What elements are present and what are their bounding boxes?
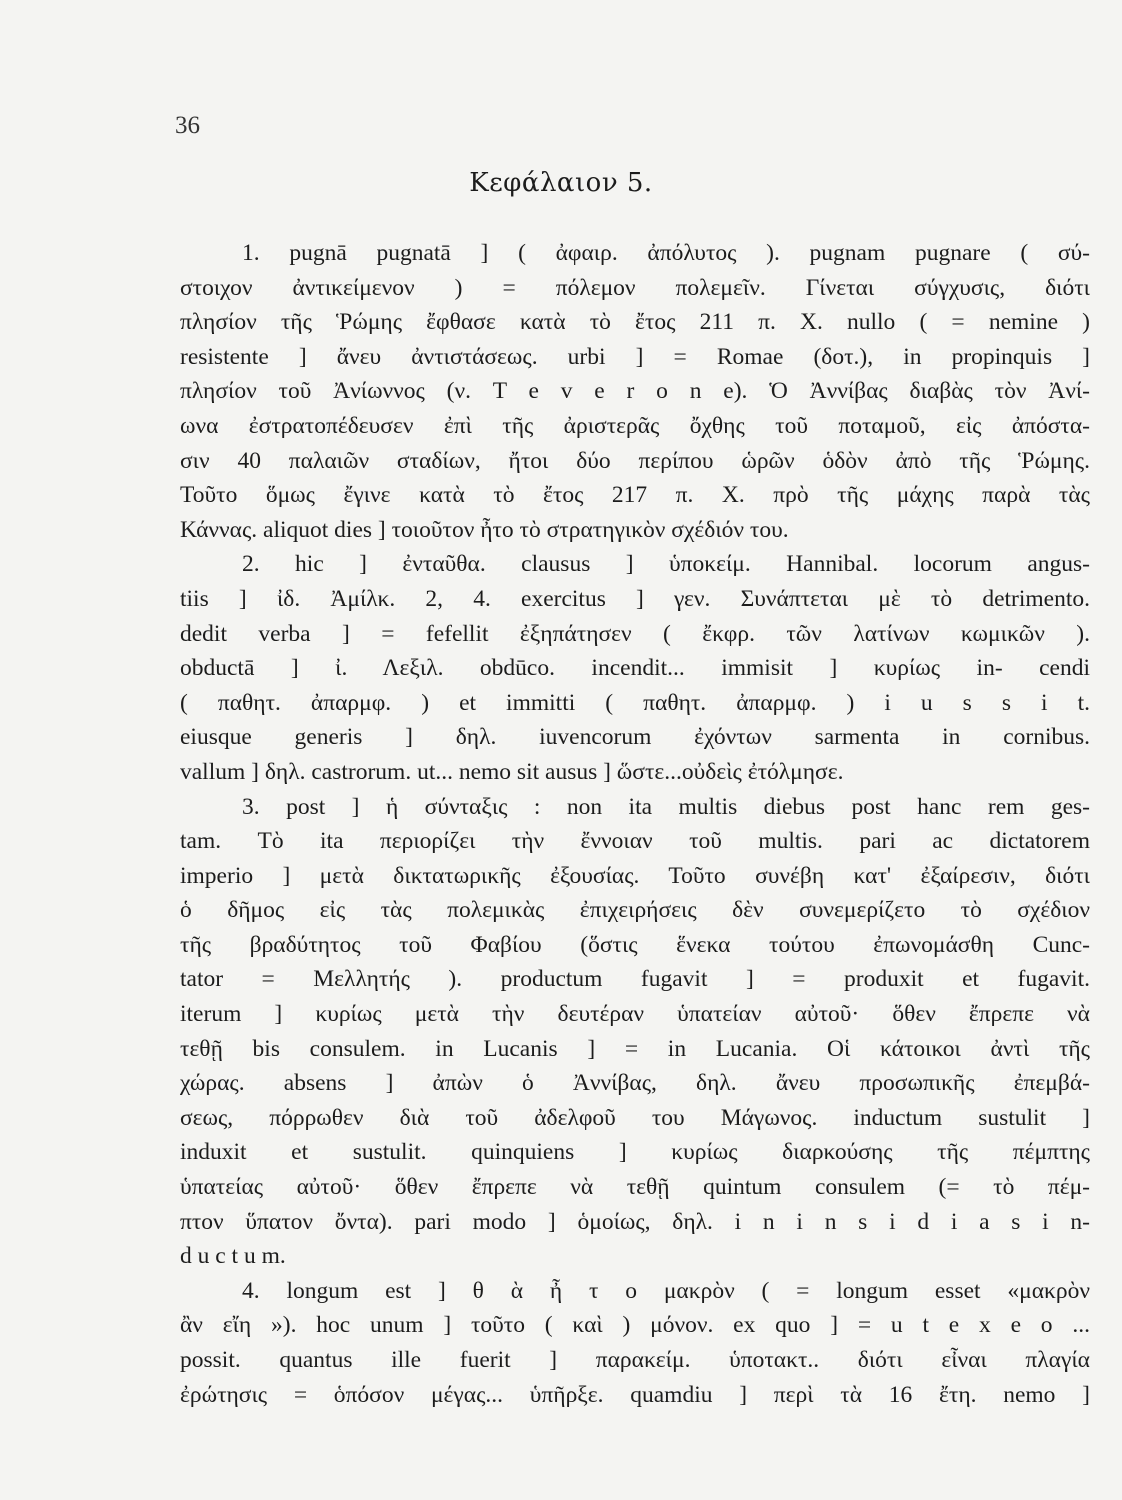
chapter-title: Κεφάλαιον 5. <box>469 168 653 198</box>
text-line: resistente ] ἄνευ ἀντιστάσεως. urbi ] = Romae (δοτ.), in propinquis ] <box>180 343 1090 370</box>
text-line: ὁ δῆμος εἰς τὰς πολεμικὰς ἐπιχειρήσεις δὲν συνεμερίζετο τὸ σχέδιον <box>180 897 1090 924</box>
text-line: τῆς βραδύτητος τοῦ Φαβίου (ὅστις ἕνεκα τούτου ἐπωνομάσθη Cunc- <box>180 931 1090 958</box>
text-line: πτον ὕπατον ὄντα). pari modo ] ὁμοίως, δηλ. i n i n s i d i a s i n- <box>180 1208 1090 1235</box>
text-line: obductā ] ἰ. Λεξιλ. obdūco. incendit... immisit ] κυρίως in- cendi <box>180 655 1090 682</box>
text-line: eiusque generis ] δηλ. iuvencorum ἐχόντων sarmenta in cornibus. <box>180 724 1090 751</box>
text-line: Τοῦτο ὅμως ἔγινε κατὰ τὸ ἔτος 217 π. Χ. πρὸ τῆς μάχης παρὰ τὰς <box>180 482 1090 509</box>
text-line: τεθῇ bis consulem. in Lucanis ] = in Lucania. Οἱ κάτοικοι ἀντὶ τῆς <box>180 1035 1090 1062</box>
text-line: dedit verba ] = fefellit ἐξηπάτησεν ( ἔκφρ. τῶν λατίνων κωμικῶν ). <box>180 620 1090 647</box>
text-line: σιν 40 παλαιῶν σταδίων, ἤτοι δύο περίπου ὡρῶν ὁδὸν ἀπὸ τῆς Ῥώμης. <box>180 447 1090 474</box>
text-line: ωνα ἐστρατοπέδευσεν ἐπὶ τῆς ἀριστερᾶς ὄχθης τοῦ ποταμοῦ, εἰς ἀπόστα- <box>180 412 1090 439</box>
text-line: χώρας. absens ] ἀπὼν ὁ Ἀννίβας, δηλ. ἄνευ προσωπικῆς ἐπεμβά- <box>180 1070 1090 1097</box>
text-line: tiis ] ἰδ. Ἀμίλκ. 2, 4. exercitus ] γεν. Συνάπτεται μὲ τὸ detrimento. <box>180 585 1090 612</box>
text-line: 2. hic ] ἐνταῦθα. clausus ] ὑποκείμ. Hannibal. locorum angus- <box>242 551 1090 578</box>
text-line: ὑπατείας αὐτοῦ· ὅθεν ἔπρεπε νὰ τεθῇ quintum consulem (= τὸ πέμ- <box>180 1174 1090 1201</box>
text-line: στοιχον ἀντικείμενον ) = πόλεμον πολεμεῖν. Γίνεται σύγχυσις, διότι <box>180 274 1090 301</box>
page-number: 36 <box>175 112 200 139</box>
text-line: possit. quantus ille fuerit ] παρακείμ. ὑποτακτ.. διότι εἶναι πλαγία <box>180 1347 1090 1373</box>
text-line: πλησίον τῆς Ῥώμης ἔφθασε κατὰ τὸ ἔτος 211 π. Χ. nullo ( = nemine ) <box>180 309 1090 336</box>
text-line: vallum ] δηλ. castrorum. ut... nemo sit ausus ] ὥστε...οὐδεὶς ἐτόλμησε. <box>180 758 844 785</box>
text-line: tam. Τὸ ita περιορίζει τὴν ἔννοιαν τοῦ multis. pari ac dictatorem <box>180 828 1090 855</box>
text-line: 4. longum est ] θ ὰ ἦ τ ο μακρὸν ( = longum esset «μακρὸν <box>242 1277 1090 1304</box>
text-line: 1. pugnā pugnatā ] ( ἀφαιρ. ἀπόλυτος ). pugnam pugnare ( σύ- <box>242 240 1090 266</box>
text-line: tator = Μελλητής ). productum fugavit ] = produxit et fugavit. <box>180 966 1090 993</box>
text-line: imperio ] μετὰ δικτατωρικῆς ἐξουσίας. Τοῦτο συνέβη κατ' ἐξαίρεσιν, διότι <box>180 862 1090 889</box>
text-line: ἂν εἴη »). hoc unum ] τοῦτο ( καὶ ) μόνον. ex quo ] = u t e x e o ... <box>180 1312 1090 1339</box>
text-line: ἐρώτησις = ὁπόσον μέγας... ὑπῆρξε. quamdiu ] περὶ τὰ 16 ἔτη. nemo ] <box>180 1381 1090 1408</box>
text-line: 3. post ] ἡ σύνταξις : non ita multis diebus post hanc rem ges- <box>242 793 1090 820</box>
text-line: d u c t u m. <box>180 1243 286 1270</box>
text-line: Κάννας. aliquot dies ] τοιοῦτον ἦτο τὸ στρατηγικὸν σχέδιόν του. <box>180 516 789 543</box>
text-line: ( παθητ. ἀπαρμφ. ) et immitti ( παθητ. ἀπαρμφ. ) i u s s i t. <box>180 689 1090 716</box>
text-line: πλησίον τοῦ Ἀνίωννος (ν. T e v e r o n e). Ὁ Ἀννίβας διαβὰς τὸν Ἀνί- <box>180 378 1090 405</box>
text-line: induxit et sustulit. quinquiens ] κυρίως διαρκούσης τῆς πέμπτης <box>180 1139 1090 1166</box>
body-text <box>180 236 1090 1412</box>
text-line: σεως, πόρρωθεν διὰ τοῦ ἀδελφοῦ του Μάγωνος. inductum sustulit ] <box>180 1104 1090 1131</box>
text-line: iterum ] κυρίως μετὰ τὴν δευτέραν ὑπατείαν αὐτοῦ· ὅθεν ἔπρεπε νὰ <box>180 1001 1090 1028</box>
